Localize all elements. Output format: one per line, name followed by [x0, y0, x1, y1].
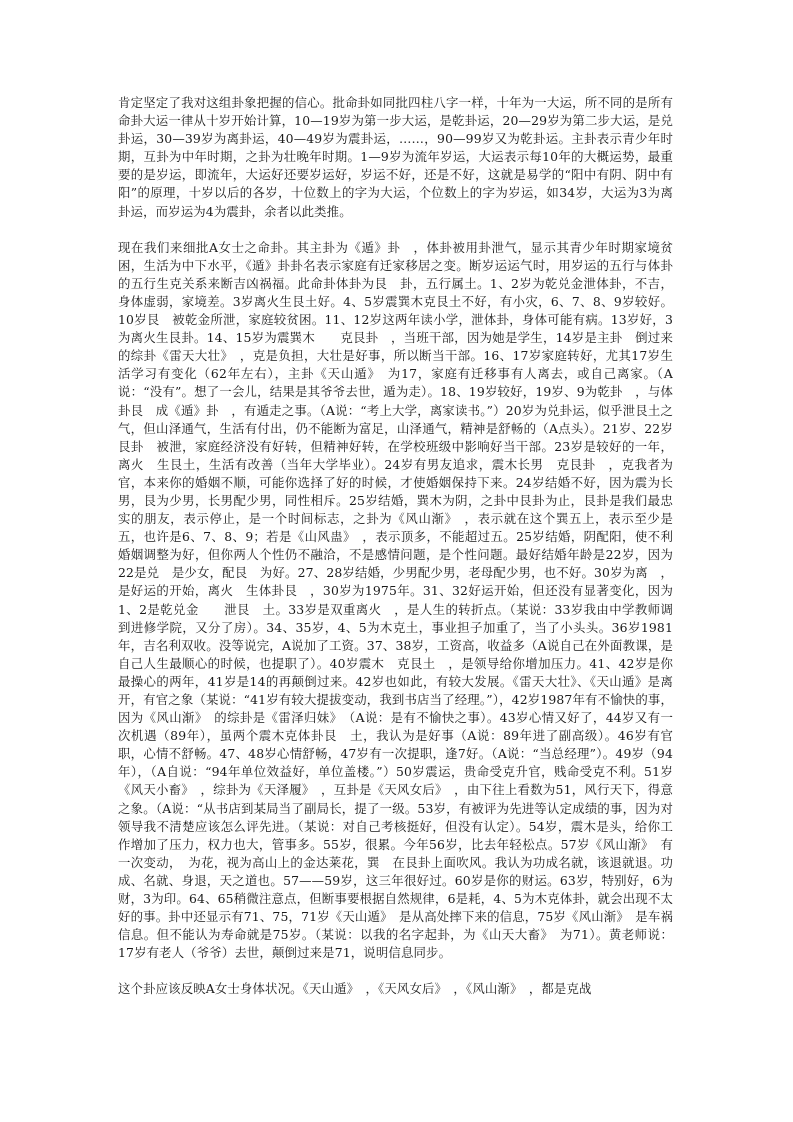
paragraph-analysis: 现在我们来细批A女士之命卦。其主卦为《遁》卦 ，体卦被用卦泄气，显示其青少年时期家境贫困，生活为中下水平，《遁》卦卦名表示家庭有迁家移居之变。断岁运运气时，用岁运的五行与体卦的五行生克关系来断吉凶祸福。此命卦体卦为艮 卦，五行属土。1、2岁为乾兑金泄体卦，不吉，身体虚弱，家境差。3岁离火生艮土好。4、5岁震巽木克艮土不好，有小灾，6、7、8、9岁较好。10岁艮 被乾金所泄，家庭较贫困。11、12岁这两年读小学，泄体卦，身体可能有病。13岁好，3为离火生艮卦。14、15岁为震巽木 克艮卦 ，当班干部，因为她是学生，14岁是主卦 倒过来的综卦《雷天大壮》 ，克是负担，大壮是好事，所以断当干部。16、17岁家庭转好，尤其17岁生活学习有变化（62年左右），主卦《天山遁》 为17，家庭有迁移事有人离去，或自己离家。（A说：“没有”。想了一会儿，结果是其爷爷去世，遁为走）。18、19岁较好，19岁、9为乾卦 ，与体卦艮 成《遁》卦 ，有遁走之事。（A说：“考上大学，离家读书。”）20岁为兑卦运，似乎泄艮土之气，但山泽通气，生活有付出，仍不能断为富足，山泽通气，精神是舒畅的（A点头）。21岁、22岁艮卦 被泄，家庭经济没有好转，但精神好转，在学校班级中影响好当干部。23岁是较好的一年，离火 生艮土，生活有改善（当年大学毕业）。24岁有男友追求，震木长男 克艮卦 ，克我者为官，本来你的婚姻不顺，可能你选择了好的时候，才使婚姻保持下来。24岁结婚不好，因为震为长男，艮为少男，长男配少男，同性相斥。25岁结婚，巽木为阴，之卦中艮卦为止，艮卦是我们最忠实的朋友，表示停止，是一个时间标志，之卦为《风山渐》 ，表示就在这个巽五上，表示至少是五，也许是6、7、8、9；若是《山风蛊》 ，表示顶多，不能超过五。25岁结婚，阴配阳，使不利婚姻调整为好，但你两人个性仍不融洽，不是感情问题，是个性问题。最好结婚年龄是22岁，因为22是兑 是少女，配艮 为好。27、28岁结婚，少男配少男，老母配少男，也不好。30岁为离 ，是好运的开始，离火 生体卦艮 ，30岁为1975年。31、32好运开始，但还没有显著变化，因为1、2是乾兑金 泄艮 土。33岁是双重离火 ，是人生的转折点。（某说：33岁我由中学教师调到进修学院，又分了房）。34、35岁，4、5为木克土，事业担子加重了，当了小头头。36岁1981年，吉名利双收。没等说完，A说加了工资。37、38岁，工资高，收益多（A说自己在外面教课，是自己人生最顺心的时候，也提职了）。40岁震木 克艮土 ，是领导给你增加压力。41、42岁是你最操心的两年，41岁是14的再颠倒过来。42岁也如此，有较大发展。《雷天大壮》、《天山遁》是离开，有官之象（某说：“41岁有较大提拔变动，我到书店当了经理。”），42岁1987年有不愉快的事，因为《风山渐》 的综卦是《雷泽归妹》 （A说：是有不愉快之事）。43岁心情又好了，44岁又有一次机遇（89年），虽两个震木克体卦艮 土，我认为是好事（A说：89年进了副高级）。46岁有官职，心情不舒畅。47、48岁心情舒畅，47岁有一次提职，逢7好。（A说：“当总经理”）。49岁（94年），（A自说：“94年单位效益好，单位盖楼。”）50岁震运，贵命受克升官，贱命受克不利。51岁《风天小畜》 ，综卦为《天泽履》 ，互卦是《天风女后》 ，由下往上看数为51，风行天下，得意之象。（A说：“从书店到某局当了副局长，提了一级。53岁，有被评为先进等认定成绩的事，因为对领导我不清楚应该怎么评先进。（某说：对自己考核挺好，但没有认定）。54岁，震木是头，给你工作增加了压力，权力也大，管事多。55岁，很累。今年56岁，比去年轻松点。57岁《风山渐》 有一次变动， 为花，视为高山上的金达莱花，巽 在艮卦上面吹风。我认为功成名就，该退就退。功成、名就、身退，天之道也。57——59岁，这三年很好过。60岁是你的财运。63岁，特别好，6为财，3为印。64、65稍微注意点，但断事要根据自然规律，6是耗，4、5为木克体卦，就会出现不太好的事。卦中还显示有71、75，71岁《天山遁》 是从高处摔下来的信息，75岁《风山渐》 是车祸信息。但不能认为寿命就是75岁。（某说：以我的名字起卦，为《山天大畜》 为71）。黄老师说：17岁有老人（爷爷）去世，颠倒过来是71，说明信息同步。	[118, 239, 673, 961]
paragraph-intro: 肯定坚定了我对这组卦象把握的信心。批命卦如同批四柱八字一样，十年为一大运，所不同的是所有命卦大运一律从十岁开始计算，10—19岁为第一步大运，是乾卦运，20—29岁为第二步大运，是兑卦运，30—39岁为离卦运，40—49岁为震卦运，……，90—99岁又为乾卦运。主卦表示青少年时期，互卦为中年时期，之卦为壮晚年时期。1—9岁为流年岁运，大运表示每10年的大概运势，最重要的是岁运，即流年，大运好还要岁运好，岁运不好，还是不好，这就是易学的“阳中有阴、阴中有阳”的原理，十岁以后的各岁，十位数上的字为大运，个位数上的字为岁运，如34岁，大运为3为离卦运，而岁运为4为震卦，余者以此类推。	[118, 95, 673, 219]
document-page	[118, 94, 673, 1017]
paragraph-health: 这个卦应该反映A女士身体状况。《天山遁》 ，《天风女后》 ，《风山渐》 ，都是克战	[118, 981, 592, 997]
